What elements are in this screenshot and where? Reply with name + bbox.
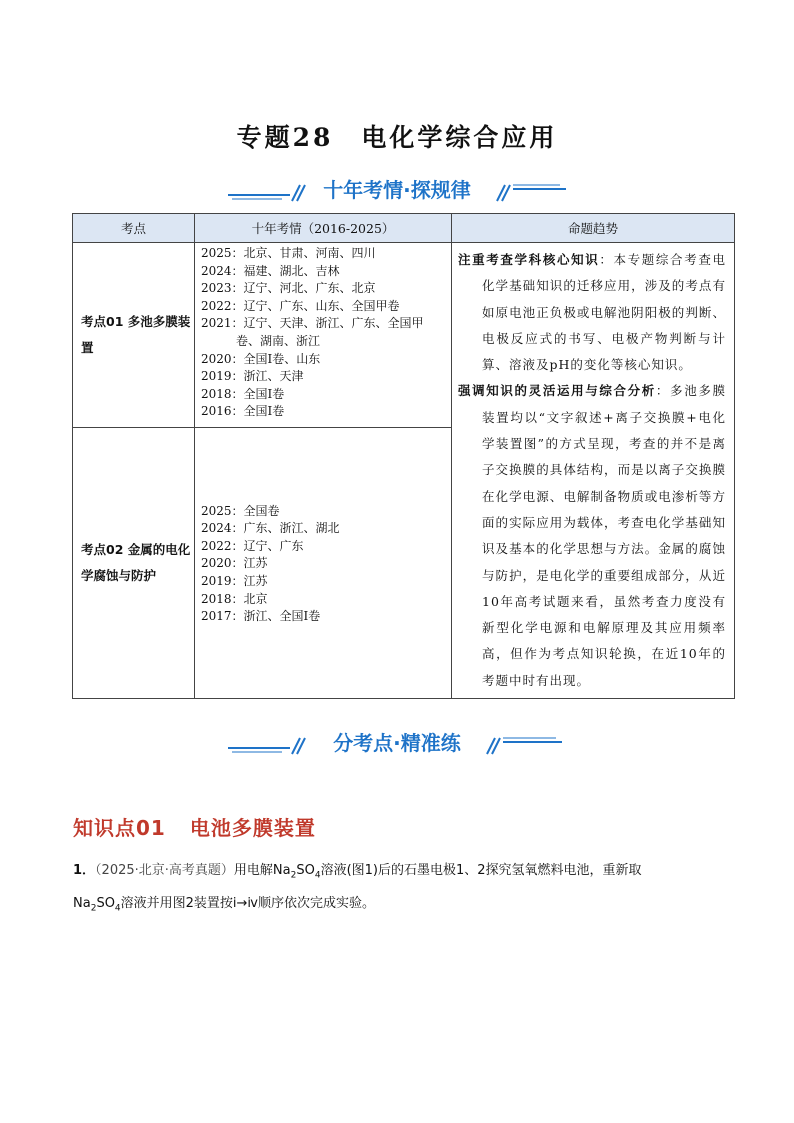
banner-title-trend: 十年考情·探规律 xyxy=(323,178,471,202)
year-entry: 2024：福建、湖北、吉林 xyxy=(201,263,340,278)
column-header-topic: 考点 xyxy=(73,214,195,243)
question-text-c: 溶液并用图2装置按ⅰ→ⅳ顺序依次完成实验。 xyxy=(120,895,375,911)
knowledge-point-name: 电池多膜装置 xyxy=(189,816,316,840)
knowledge-point-label: 知识点01 xyxy=(73,816,166,840)
year-entry: 2022：辽宁、广东 xyxy=(201,538,304,553)
question-source: （2025·北京·高考真题） xyxy=(95,863,234,878)
column-header-trend: 命题趋势 xyxy=(452,214,735,243)
chemical-formula: $Na_2SO_4$ xyxy=(272,863,321,881)
section-banner-trend xyxy=(0,175,794,205)
column-header-years: 十年考情（2016-2025） xyxy=(195,214,452,243)
section-banner-practice xyxy=(0,728,794,758)
question-number: 1． xyxy=(73,863,96,878)
question-line-2 xyxy=(73,890,723,923)
table-header-row xyxy=(73,214,735,243)
trend-body-1: ：本专题综合考查电化学基础知识的迁移应用，涉及的考点有如原电池正负极或电解池阴阳极的判断、电极反应式的书写、电极产物判断与计算、溶液及pH的变化等核心知识。 xyxy=(482,252,726,373)
year-entry: 2025：北京、甘肃、河南、四川 xyxy=(201,246,376,260)
question-text-a: 用电解 xyxy=(233,863,273,878)
trend-paragraph-2 xyxy=(458,378,726,694)
question-line-1 xyxy=(73,857,723,890)
year-entry: 2020：江苏 xyxy=(201,556,268,571)
year-entry: 2022：辽宁、广东、山东、全国甲卷 xyxy=(201,298,400,313)
year-entry: 2023：辽宁、河北、广东、北京 xyxy=(201,281,376,296)
banner-title-practice: 分考点·精准练 xyxy=(333,731,461,755)
years-cell xyxy=(195,428,452,699)
knowledge-point-heading xyxy=(73,812,316,841)
year-entry: 2016：全国Ⅰ卷 xyxy=(201,404,285,419)
year-entry: 2025：全国卷 xyxy=(201,503,280,518)
trend-body-2: ：多池多膜装置均以“文字叙述+离子交换膜+电化学装置图”的方式呈现，考查的并不是离子交换膜的具体结构，而是以离子交换膜在化学电源、电解制备物质或电渗析等方面的实际应用为载体，考查电化学基础知识及基本的化学思想与方法。金属的腐蚀与防护，是电化学的重要组成部分，从近10年高考试题来看，虽然考查力度没有新型化学电源和电解原理及其应用频率高，但作为考点知识轮换，在近10年的考题中时有出现。 xyxy=(482,383,726,688)
trend-cell xyxy=(452,243,735,699)
year-entry: 2017：浙江、全国Ⅰ卷 xyxy=(201,609,321,624)
chemical-formula: $Na_2SO_4$ xyxy=(73,895,121,914)
year-entry: 2019：江苏 xyxy=(201,573,268,588)
trend-paragraph-1 xyxy=(458,247,726,378)
years-cell xyxy=(195,243,452,428)
year-entry: 2019：浙江、天津 xyxy=(201,369,304,384)
question-1 xyxy=(73,857,723,922)
exam-trend-table xyxy=(72,213,735,699)
topic-cell: 考点01 多池多膜装置 xyxy=(73,243,195,428)
question-text-b: 溶液(图1)后的石墨电极1、2探究氢氧燃料电池，重新取 xyxy=(320,863,642,878)
year-entry: 2021：辽宁、天津、浙江、广东、全国甲卷、湖南、浙江 xyxy=(201,316,424,348)
table-row xyxy=(73,243,735,428)
topic-cell: 考点02 金属的电化学腐蚀与防护 xyxy=(73,428,195,699)
year-entry: 2024：广东、浙江、湖北 xyxy=(201,521,340,536)
year-entry: 2018：全国Ⅰ卷 xyxy=(201,386,285,401)
year-entry: 2020：全国Ⅰ卷、山东 xyxy=(201,351,321,366)
trend-heading-1: 注重考查学科核心知识 xyxy=(458,252,600,267)
year-entry: 2018：北京 xyxy=(201,591,268,606)
page-title: 专题28 电化学综合应用 xyxy=(236,123,558,152)
trend-heading-2: 强调知识的灵活运用与综合分析 xyxy=(458,383,656,399)
